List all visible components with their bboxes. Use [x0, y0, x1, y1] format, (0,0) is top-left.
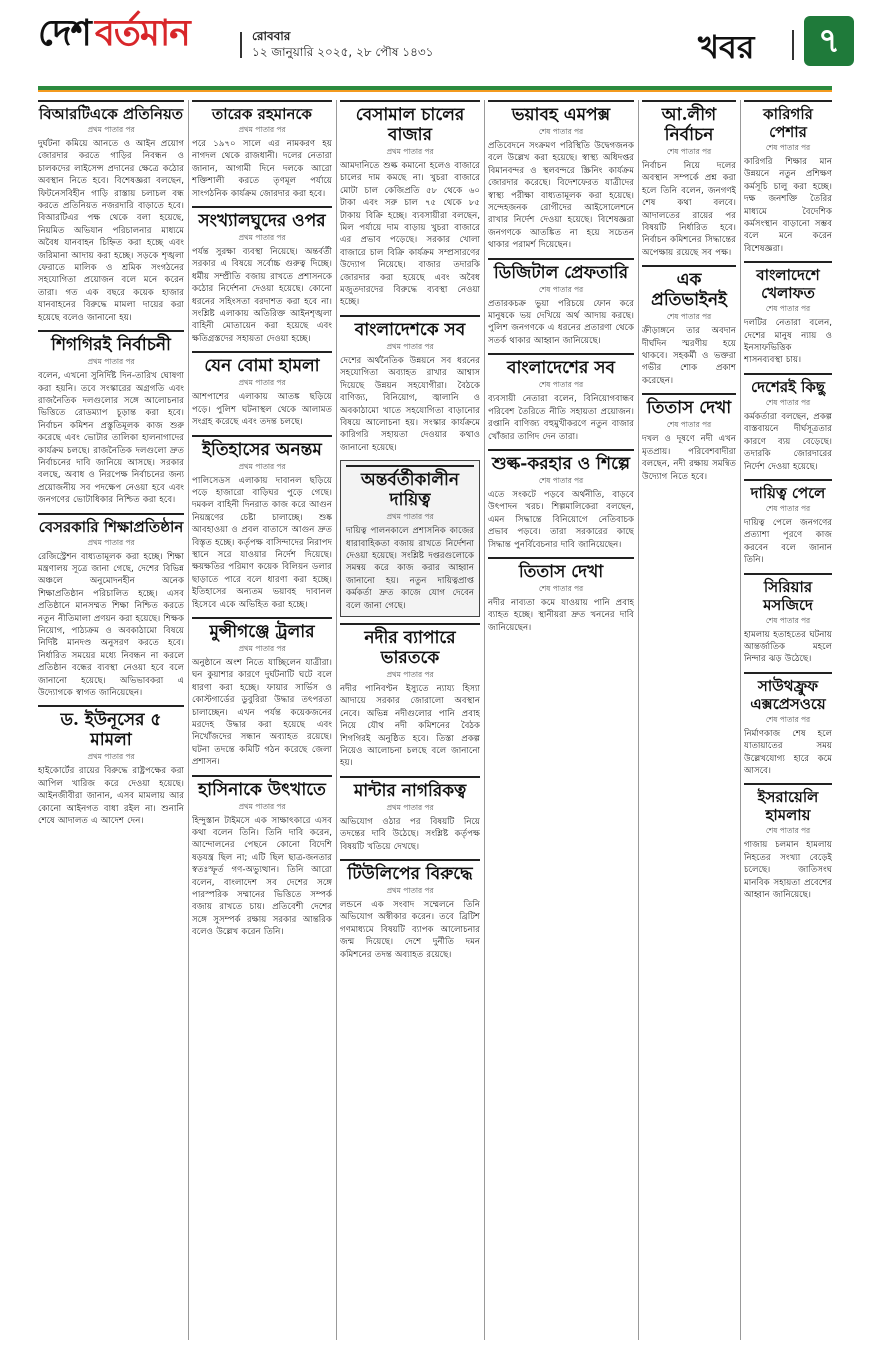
column-3: [340, 100, 480, 1340]
story-headline[interactable]: ইসরায়েলি হামলায়: [744, 783, 832, 824]
story-headline[interactable]: তারেক রহমানকে: [192, 100, 332, 123]
story[interactable]: [744, 373, 832, 473]
story-body: লন্ডনে এক সংবাদ সম্মেলনে তিনি অভিযোগ অস্বীকার করেন। তবে ব্রিটিশ গণমাধ্যমে বিষয়টি ব্যাপক আলোচনার জন্ম দিয়েছে। দেশে দুর্নীতি দমন কমিশনের তদন্ত অব্যাহত রয়েছে।: [340, 900, 480, 960]
issue-date: ১২ জানুয়ারি ২০২৫, ২৮ পৌষ ১৪৩১: [252, 45, 434, 59]
story-body: দখল ও দূষণে নদী এখন মৃতপ্রায়। পরিবেশবাদীরা বলছেন, নদী রক্ষায় সমন্বিত উদ্যোগ নিতে হবে।: [642, 434, 736, 482]
story[interactable]: [488, 449, 634, 551]
story-body: দায়িত্ব পেলে জনগণের প্রত্যাশা পূরণে কাজ করবেন বলে জানান তিনি।: [744, 517, 832, 566]
story[interactable]: [744, 261, 832, 367]
story-continuation: শেষ পাতার পর: [666, 147, 712, 156]
story-body: হাইকোর্টের রায়ের বিরুদ্ধে রাষ্ট্রপক্ষের করা আপিল খারিজ করে দেওয়া হয়েছে। আইনজীবীরা জানান, এসব মামলায় আর কোনো আইনগত বাধা রইল না। শুনানি শেষে আদালত এ আদেশ দেন।: [38, 766, 184, 827]
story-headline[interactable]: সংখ্যালঘুদের ওপর: [192, 206, 332, 231]
story-continuation: প্রথম পাতার পর: [386, 669, 434, 679]
story-continuation: প্রথম পাতার পর: [238, 378, 286, 388]
story-body: বলেন, এখনো সুনির্দিষ্ট দিন-তারিখ ঘোষণা করা হয়নি। তবে সংস্কারের অগ্রগতি এবং রাজনৈতিক দলগুলোর সঙ্গে আলোচনার ভিত্তিতে রোডম্যাপ চূড়ান্ত করা হবে। নির্বাচন কমিশন প্রস্তুতিমূলক কাজ শুরু করেছে এবং ভোটার তালিকা হালনাগাদের কার্যক্রম চলছে। রাজনৈতিক দলগুলো দ্রুত নির্বাচনের দাবি জানিয়ে আসছে। সরকার বলছে, অবাধ ও নিরপেক্ষ নির্বাচনের জন্য প্রয়োজনীয় সব পদক্ষেপ নেওয়া হবে এবং জনগণের ভোটাধিকার নিশ্চিত করা হবে।: [38, 371, 184, 506]
story-continuation: শেষ পাতার পর: [666, 420, 712, 430]
story-headline[interactable]: বাংলাদেশকে সব: [340, 315, 480, 340]
story[interactable]: [340, 859, 480, 961]
story-body: এতে সংকটে পড়বে অর্থনীতি, বাড়বে উৎপাদন খরচ। শিল্পমালিকেরা বলছেন, এমন সিদ্ধান্তে বিনিয়োগে নেতিবাচক প্রভাব পড়বে। তারা সরকারের কাছে সিদ্ধান্ত পুনর্বিবেচনার দাবি জানিয়েছেন।: [488, 489, 634, 550]
story-headline[interactable]: তিতাস দেখা: [642, 393, 736, 418]
story[interactable]: [192, 435, 332, 611]
newspaper-logo[interactable]: [38, 12, 190, 66]
story-body: হিন্দুস্তান টাইমসে এক সাক্ষাৎকারে এসব কথা বলেন তিনি। তিনি দাবি করেন, আন্দোলনের পেছনে কোনো বিদেশি ষড়যন্ত্র ছিল না; এটি ছিল ছাত্র-জনতার স্বতঃস্ফূর্ত গণ-অভ্যুত্থান। তিনি আরো বলেন, বাংলাদেশ সব দেশের সঙ্গে পারস্পরিক সম্মানের ভিত্তিতে সম্পর্ক বজায় রাখতে চায়। প্রতিবেশী দেশের সঙ্গে সুসম্পর্ক রক্ষায় সরকার আন্তরিক বলেও উল্লেখ করেন তিনি।: [192, 815, 332, 938]
story-continuation: প্রথম পাতার পর: [87, 125, 135, 134]
story[interactable]: [744, 783, 832, 901]
story-continuation: শেষ পাতার পর: [765, 503, 811, 513]
story[interactable]: [744, 672, 832, 778]
story[interactable]: [488, 258, 634, 348]
story-headline[interactable]: এক প্রতিভাইনই: [642, 265, 736, 310]
story[interactable]: [340, 623, 480, 770]
logo-part-1: দেশ: [38, 12, 91, 54]
story[interactable]: [38, 705, 184, 827]
story-headline[interactable]: সিরিয়ার মসজিদে: [744, 573, 832, 614]
story-body: নদীর নাব্যতা কমে যাওয়ায় পানি প্রবাহ ব্যাহত হচ্ছে। স্থানীয়রা দ্রুত খননের দাবি জানিয়েছেন।: [488, 597, 634, 633]
story-headline[interactable]: বাংলাদেশে খেলাফত: [744, 261, 832, 302]
story-body: দুর্ঘটনা কমিয়ে আনতে ও আইন প্রয়োগ জোরদার করতে গাড়ির নিবন্ধন ও চালকদের লাইসেন্স প্রদানের ক্ষেত্রে কঠোর অবস্থান নিতে হবে। বিশেষজ্ঞরা বলছেন, ফিটনেসবিহীন গাড়ি রাস্তায় চলাচল বন্ধ করতে প্রতিনিয়ত নজরদারি বাড়াতে হবে। বিআরটিএর পক্ষ থেকে বলা হয়েছে, নিয়মিত অভিযান পরিচালনার মাধ্যমে অবৈধ যানবাহন চিহ্নিত করা হচ্ছে এবং জরিমানা আদায় করা হচ্ছে। সড়কে শৃঙ্খলা ফেরাতে মালিক ও শ্রমিক সংগঠনের সহযোগিতা প্রয়োজন বলে মনে করেন তারা। গত এক বছরে কয়েক হাজার যানবাহনের বিরুদ্ধে মামলা দায়ের করা হয়েছে বলেও জানানো হয়।: [38, 139, 184, 323]
header-rule-orange: [38, 90, 832, 92]
story-body: পালিসেডস এলাকায় দাবানল ছড়িয়ে পড়ে হাজারো বাড়িঘর পুড়ে গেছে। দমকল বাহিনী দিনরাত কাজ করে আগুন নিয়ন্ত্রণের চেষ্টা চালাচ্ছে। শুষ্ক আবহাওয়া ও প্রবল বাতাসে আগুন দ্রুত বিস্তৃত হচ্ছে। কর্তৃপক্ষ বাসিন্দাদের নিরাপদ স্থানে সরে যাওয়ার নির্দেশ দিয়েছে। ক্ষয়ক্ষতির পরিমাণ কয়েক বিলিয়ন ডলার ছাড়াতে পারে বলে ধারণা করা হচ্ছে। ইতিহাসের অন্যতম ভয়াবহ দাবানল হিসেবে একে অভিহিত করা হচ্ছে।: [192, 475, 332, 610]
story-headline[interactable]: ভয়াবহ এমপক্স: [488, 100, 634, 125]
story-continuation: শেষ পাতার পর: [765, 397, 811, 407]
logo-part-2: বর্তমান: [94, 12, 190, 54]
story-headline[interactable]: হাসিনাকে উৎখাতে: [192, 775, 332, 800]
story-continuation: প্রথম পাতার পর: [87, 537, 135, 547]
story[interactable]: [38, 513, 184, 700]
story-continuation: শেষ পাতার পর: [765, 143, 811, 152]
story-body: অনুষ্ঠানে অংশ নিতে যাচ্ছিলেন যাত্রীরা। ঘন কুয়াশার কারণে দুর্ঘটনাটি ঘটে বলে ধারণা করা হচ্ছে। ফায়ার সার্ভিস ও কোস্টগার্ডের ডুবুরিরা উদ্ধার তৎপরতা চালাচ্ছেন। এখন পর্যন্ত কয়েকজনের মরদেহ উদ্ধার করা হয়েছে এবং নিখোঁজদের সন্ধান অব্যাহত রয়েছে। ঘটনা তদন্তে কমিটি গঠন করেছে জেলা প্রশাসন।: [192, 657, 332, 768]
section-title: খবর: [698, 28, 755, 66]
story-continuation: শেষ পাতার পর: [765, 714, 811, 724]
story[interactable]: [488, 353, 634, 443]
story[interactable]: [642, 100, 736, 259]
story-body: নির্বাচন নিয়ে দলের অবস্থান সম্পর্কে প্রশ্ন করা হলে তিনি বলেন, জনগণই শেষ কথা বলবে। আদালতের রায়ের পর বিষয়টি নির্ধারিত হবে। নির্বাচন কমিশনের সিদ্ধান্তের অপেক্ষায় রয়েছে সব পক্ষ।: [642, 161, 736, 258]
story-continuation: শেষ পাতার পর: [765, 304, 811, 314]
story-headline[interactable]: অন্তর্বর্তীকালীন দায়িত্ব: [346, 465, 474, 510]
story-body: হামলায় হতাহতের ঘটনায় আন্তর্জাতিক মহলে নিন্দার ঝড় উঠেছে।: [744, 629, 832, 665]
story-continuation: প্রথম পাতার পর: [87, 752, 135, 762]
story-body: দলটির নেতারা বলেন, দেশের মানুষ ন্যায় ও ইনসাফভিত্তিক শাসনব্যবস্থা চায়।: [744, 318, 832, 366]
story-headline[interactable]: মান্টার নাগরিকত্ব: [340, 776, 480, 801]
story-headline[interactable]: নদীর ব্যাপারে ভারতকে: [340, 623, 480, 668]
column-1: [38, 100, 184, 1340]
story-headline[interactable]: বিআরটিএকে প্রতিনিয়ত: [38, 100, 184, 123]
page-number-badge: ৭: [804, 16, 854, 66]
masthead: [0, 0, 870, 88]
story-headline[interactable]: সাউথফ্রুফ এক্সপ্রেসওয়ে: [744, 672, 832, 713]
story-headline[interactable]: দেশেরই কিছু: [744, 373, 832, 396]
story-headline[interactable]: যেন বোমা হামলা: [192, 351, 332, 376]
story-continuation: শেষ পাতার পর: [765, 615, 811, 625]
story-continuation: শেষ পাতার পর: [666, 312, 712, 322]
story-body: নদীর পানিবণ্টন ইস্যুতে ন্যায্য হিস্যা আদায়ে সরকার জোরালো অবস্থান নেবে। অভিন্ন নদীগুলোর পানি প্রবাহ নিয়ে যৌথ নদী কমিশনের বৈঠক শিগগিরই অনুষ্ঠিত হবে। তিস্তা প্রকল্প নিয়েও আলোচনা চলছে বলে জানানো হয়।: [340, 683, 480, 769]
story[interactable]: [38, 100, 184, 324]
story-continuation: প্রথম পাতার পর: [238, 125, 286, 134]
story[interactable]: [488, 100, 634, 252]
story-continuation: শেষ পাতার পর: [765, 826, 811, 836]
story-headline[interactable]: বেসরকারি শিক্ষাপ্রতিষ্ঠান: [38, 513, 184, 536]
story[interactable]: [744, 479, 832, 567]
story-headline[interactable]: দায়িত্ব পেলে: [744, 479, 832, 502]
story-headline[interactable]: বেসামাল চালের বাজার: [340, 100, 480, 145]
story-body: ব্যবসায়ী নেতারা বলেন, বিনিয়োগবান্ধব পরিবেশ তৈরিতে নীতি সহায়তা প্রয়োজন। রপ্তানি বাণিজ্য বহুমুখীকরণে নতুন বাজার খোঁজার তাগিদ দেন তারা।: [488, 394, 634, 442]
story-continuation: শেষ পাতার পর: [538, 583, 584, 593]
section-divider: [792, 30, 794, 60]
column-6: [744, 100, 832, 1340]
story-continuation: প্রথম পাতার পর: [238, 643, 286, 653]
column-divider: [336, 100, 337, 1340]
column-4: [488, 100, 634, 1340]
story-headline[interactable]: টিউলিপের বিরুদ্ধে: [340, 859, 480, 884]
story[interactable]: [192, 775, 332, 939]
story-body: দায়িত্ব পালনকালে প্রশাসনিক কাজের ধারাবাহিকতা বজায় রাখতে নির্দেশনা দেওয়া হয়েছে। সংশ্লিষ্ট দপ্তরগুলোকে সমন্বয় করে কাজ করার আহ্বান জানানো হয়। নতুন দায়িত্বপ্রাপ্ত কর্মকর্তা দ্রুত কাজে যোগ দেবেন বলে জানা গেছে।: [346, 526, 474, 611]
story-body: গাজায় চলমান হামলায় নিহতের সংখ্যা বেড়েই চলেছে। জাতিসংঘ মানবিক সহায়তা প্রবেশের আহ্বান জানিয়েছে।: [744, 840, 832, 900]
story-continuation: প্রথম পাতার পর: [386, 802, 434, 812]
story-continuation: প্রথম পাতার পর: [386, 341, 434, 351]
story-continuation: শেষ পাতার পর: [538, 380, 584, 390]
story[interactable]: [744, 100, 832, 255]
story-body: কারিগরি শিক্ষার মান উন্নয়নে নতুন প্রশিক্ষণ কর্মসূচি চালু করা হচ্ছে। দক্ষ জনশক্তি তৈরির মাধ্যমে বৈদেশিক কর্মসংস্থান বাড়ানো সম্ভব বলে মনে করেন বিশেষজ্ঞরা।: [744, 157, 832, 254]
story-continuation: প্রথম পাতার পর: [386, 512, 434, 522]
story-headline[interactable]: ডিজিটাল প্রেফতারি: [488, 258, 634, 283]
story[interactable]: [642, 265, 736, 387]
story-continuation: প্রথম পাতার পর: [87, 357, 135, 367]
story-body: প্রতিবেদনে সংক্রমণ পরিস্থিতি উদ্বেগজনক বলে উল্লেখ করা হয়েছে। স্বাস্থ্য অধিদপ্তর বিমানবন্দর ও স্থলবন্দরে স্ক্রিনিং কার্যক্রম জোরদার করেছে। বিদেশফেরত যাত্রীদের স্বাস্থ্য পরীক্ষা বাধ্যতামূলক করা হয়েছে। সন্দেহজনক রোগীদের আইসোলেশনে রাখার নির্দেশ দেওয়া হয়েছে। বিশেষজ্ঞরা জনগণকে আতঙ্কিত না হয়ে সচেতন থাকার পরামর্শ দিয়েছেন।: [488, 141, 634, 251]
story-headline[interactable]: শুল্ক-করহার ও শিল্পে: [488, 449, 634, 474]
story-body: আমদানিতে শুল্ক কমানো হলেও বাজারে চালের দাম কমছে না। খুচরা বাজারে মোটা চাল কেজিপ্রতি ৫৮ থেকে ৬০ টাকা এবং সরু চাল ৭৫ থেকে ৮৫ টাকায় বিক্রি হচ্ছে। ব্যবসায়ীরা বলছেন, মিল পর্যায়ে দাম বাড়ায় খুচরা বাজারে এর প্রভাব পড়েছে। সরকার খোলা বাজারে চাল বিক্রি কার্যক্রম সম্প্রসারণের উদ্যোগ নিয়েছে। বাজার তদারকি জোরদার করা হয়েছে এবং অবৈধ মজুতদারদের বিরুদ্ধে ব্যবস্থা নেওয়া হচ্ছে।: [340, 161, 480, 308]
issue-day: রোববার: [252, 29, 291, 43]
story-continuation: প্রথম পাতার পর: [238, 461, 286, 471]
story[interactable]: [192, 100, 332, 200]
story[interactable]: [38, 330, 184, 506]
story[interactable]: [340, 100, 480, 309]
story-headline[interactable]: শিগগিরই নির্বাচনী: [38, 330, 184, 355]
story[interactable]: [340, 315, 480, 454]
story-body: কর্মকর্তারা বলছেন, প্রকল্প বাস্তবায়নে দীর্ঘসূত্রতার কারণে ব্যয় বেড়েছে। তদারকি জোরদারের নির্দেশ দেওয়া হয়েছে।: [744, 411, 832, 472]
story-headline[interactable]: কারিগরি পেশার: [744, 100, 832, 141]
story-continuation: শেষ পাতার পর: [538, 284, 584, 294]
issue-date-block: [252, 28, 433, 60]
story-body: নির্মাণকাজ শেষ হলে যাতায়াতের সময় উল্লেখযোগ্য হারে কমে আসবে।: [744, 728, 832, 776]
story-body: রেজিস্ট্রেশন বাধ্যতামূলক করা হচ্ছে। শিক্ষা মন্ত্রণালয় সূত্রে জানা গেছে, দেশের বিভিন্ন অঞ্চলে অনুমোদনহীন অনেক শিক্ষাপ্রতিষ্ঠান পরিচালিত হচ্ছে। এসব প্রতিষ্ঠানে মানসম্মত শিক্ষা নিশ্চিত করতে নতুন নীতিমালা প্রণয়ন করা হয়েছে। শিক্ষক নিয়োগ, পাঠ্যক্রম ও অবকাঠামো বিষয়ে নির্দিষ্ট মানদণ্ড অনুসরণ করতে হবে। নির্ধারিত সময়ের মধ্যে নিবন্ধন না করলে প্রতিষ্ঠান বন্ধের ব্যবস্থা নেওয়া হবে বলে জানানো হয়েছে। অভিভাবকরা এ উদ্যোগকে স্বাগত জানিয়েছেন।: [38, 551, 184, 699]
story-body: পর্যন্ত সুরক্ষা ব্যবস্থা নিয়েছে। অন্তর্বর্তী সরকার এ বিষয়ে সর্বোচ্চ গুরুত্ব দিচ্ছে। ধর্মীয় সম্প্রীতি বজায় রাখতে প্রশাসনকে কঠোর নির্দেশনা দেওয়া হয়েছে। কোনো ধরনের সহিংসতা বরদাশত করা হবে না। সংশ্লিষ্ট এলাকায় অতিরিক্ত আইনশৃঙ্খলা বাহিনী মোতায়েন করা হয়েছে এবং ক্ষতিগ্রস্তদের সহায়তা দেওয়া হচ্ছে।: [192, 247, 332, 344]
story-headline[interactable]: মুন্সীগঞ্জে ট্রলার: [192, 617, 332, 642]
story[interactable]: [744, 573, 832, 666]
story-headline[interactable]: বাংলাদেশের সব: [488, 353, 634, 378]
story-continuation: প্রথম পাতার পর: [238, 233, 286, 243]
column-divider: [188, 100, 189, 1340]
story-continuation: প্রথম পাতার পর: [386, 886, 434, 896]
story-continuation: শেষ পাতার পর: [538, 475, 584, 485]
story-continuation: প্রথম পাতার পর: [238, 801, 286, 811]
story[interactable]: [192, 617, 332, 769]
masthead-divider: [240, 32, 242, 58]
story-body: দেশের অর্থনৈতিক উন্নয়নে সব ধরনের সহযোগিতা অব্যাহত রাখার আশ্বাস দিয়েছে উন্নয়ন সহযোগীরা। বৈঠকে বাণিজ্য, বিনিয়োগ, জ্বালানি ও অবকাঠামো খাতে সহযোগিতা বাড়ানোর বিষয়ে আলোচনা হয়। সংস্কার কার্যক্রমে কারিগরি সহায়তা দেওয়ার কথাও জানানো হয়েছে।: [340, 355, 480, 453]
story-body: আশপাশের এলাকায় আতঙ্ক ছড়িয়ে পড়ে। পুলিশ ঘটনাস্থল থেকে আলামত সংগ্রহ করেছে এবং তদন্ত চলছে।: [192, 392, 332, 428]
story-body: পরে ১৯৭০ সালে এর নামকরণ হয় নাগদল থেকে রাজধানী। দলের নেতারা জানান, আগামী দিনে দলকে আরো শক্তিশালী করতে তৃণমূল পর্যায়ে সাংগঠনিক কার্যক্রম জোরদার করা হবে।: [192, 139, 332, 199]
column-2: [192, 100, 332, 1340]
story-headline[interactable]: ড. ইউনূসের ৫ মামলা: [38, 705, 184, 750]
story-body: অভিযোগ ওঠার পর বিষয়টি নিয়ে তদন্তের দাবি উঠেছে। সংশ্লিষ্ট কর্তৃপক্ষ বিষয়টি খতিয়ে দেখছে।: [340, 816, 480, 852]
story[interactable]: [340, 776, 480, 853]
story[interactable]: [192, 206, 332, 345]
story[interactable]: [488, 557, 634, 634]
story-headline[interactable]: ইতিহাসের অনন্তম: [192, 435, 332, 460]
story-headline[interactable]: তিতাস দেখা: [488, 557, 634, 582]
story-continuation: প্রথম পাতার পর: [386, 147, 434, 156]
story-continuation: শেষ পাতার পর: [538, 127, 584, 136]
boxed-story[interactable]: [340, 460, 480, 617]
story[interactable]: [192, 351, 332, 428]
story-headline[interactable]: আ.লীগ নির্বাচন: [642, 100, 736, 145]
column-divider: [638, 100, 639, 1340]
column-divider: [740, 100, 741, 1340]
story[interactable]: [642, 393, 736, 483]
column-5: [642, 100, 736, 1340]
story-body: প্রতারকচক্র ভুয়া পরিচয়ে ফোন করে মানুষকে ভয় দেখিয়ে অর্থ আদায় করছে। পুলিশ জনগণকে এ ধরনের প্রতারণা থেকে সতর্ক থাকার আহ্বান জানিয়েছে।: [488, 298, 634, 346]
story-body: ক্রীড়াঙ্গনে তার অবদান দীর্ঘদিন স্মরণীয় হয়ে থাকবে। সহকর্মী ও ভক্তরা গভীর শোক প্রকাশ করেছেন।: [642, 326, 736, 386]
column-divider: [484, 100, 485, 1340]
